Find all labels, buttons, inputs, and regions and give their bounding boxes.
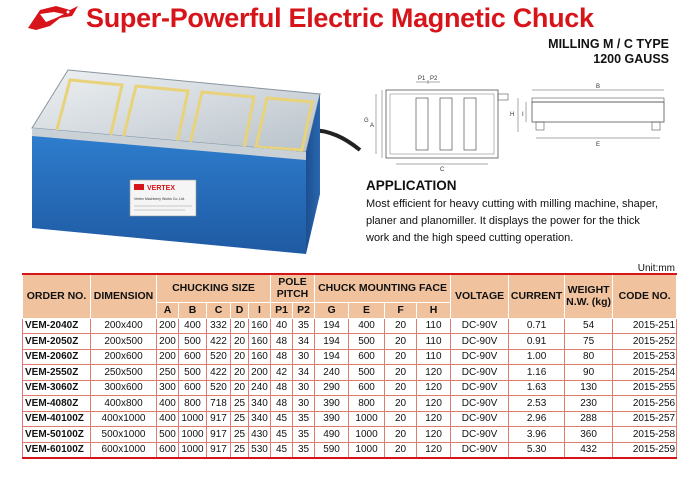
table-row <box>23 349 677 365</box>
header-chucking-size: CHUCKING SIZE <box>157 274 271 302</box>
table-cell: 290 <box>315 380 349 396</box>
table-cell: 194 <box>315 318 349 334</box>
table-cell: 520 <box>207 380 231 396</box>
table-cell: 20 <box>231 318 249 334</box>
table-cell: 20 <box>385 365 417 381</box>
table-cell: 30 <box>293 380 315 396</box>
table-cell: 130 <box>565 380 613 396</box>
table-cell: DC-90V <box>451 411 509 427</box>
application-text: Most efficient for heavy cutting with milling machine, shaper, planer and planomiller. It displays the power for the thick work and the high speed cutting operation. <box>366 198 659 244</box>
table-cell: 530 <box>249 442 271 458</box>
table-cell: 45 <box>271 427 293 443</box>
order-number-cell: VEM-50100Z <box>23 427 91 443</box>
order-number-cell: VEM-2050Z <box>23 334 91 350</box>
header-current: CURRENT <box>509 274 565 318</box>
table-cell: 600x1000 <box>91 442 157 458</box>
code-number-cell: 2015-259 <box>613 442 677 458</box>
subheader-f: F <box>385 302 417 318</box>
table-cell: 75 <box>565 334 613 350</box>
table-cell: 400 <box>157 411 179 427</box>
table-cell: 35 <box>293 442 315 458</box>
table-cell: 1000 <box>179 411 207 427</box>
dim-label-a: A <box>370 123 375 129</box>
subheader-a: A <box>157 302 179 318</box>
table-cell: 1000 <box>179 442 207 458</box>
dim-label-b: B <box>596 84 601 90</box>
type-label: MILLING M / C TYPE <box>548 37 669 51</box>
table-cell: 48 <box>271 396 293 412</box>
table-row <box>23 411 677 427</box>
table-cell: 500 <box>349 334 385 350</box>
spec-table-body <box>23 318 677 458</box>
table-cell: 200 <box>157 318 179 334</box>
table-cell: DC-90V <box>451 318 509 334</box>
header-pole-pitch: POLE PITCH <box>271 274 315 302</box>
table-cell: 160 <box>249 318 271 334</box>
header-mounting-face: CHUCK MOUNTING FACE <box>315 274 451 302</box>
code-number-cell: 2015-255 <box>613 380 677 396</box>
table-cell: 500 <box>157 427 179 443</box>
table-cell: 120 <box>417 396 451 412</box>
table-row <box>23 334 677 350</box>
header-dimension: DIMENSION <box>91 274 157 318</box>
table-cell: 25 <box>231 427 249 443</box>
table-cell: 20 <box>385 380 417 396</box>
table-cell: 230 <box>565 396 613 412</box>
table-cell: 590 <box>315 442 349 458</box>
table-cell: 500 <box>179 334 207 350</box>
table-cell: DC-90V <box>451 442 509 458</box>
table-cell: 200 <box>157 334 179 350</box>
table-cell: 300 <box>157 380 179 396</box>
table-row <box>23 442 677 458</box>
table-cell: DC-90V <box>451 349 509 365</box>
table-cell: 422 <box>207 365 231 381</box>
table-cell: 40 <box>271 318 293 334</box>
table-cell: 120 <box>417 442 451 458</box>
subheader-i: I <box>249 302 271 318</box>
table-cell: 120 <box>417 411 451 427</box>
table-row <box>23 365 677 381</box>
table-cell: DC-90V <box>451 396 509 412</box>
table-cell: 194 <box>315 349 349 365</box>
table-cell: 3.96 <box>509 427 565 443</box>
table-cell: 1000 <box>349 427 385 443</box>
table-cell: 400x800 <box>91 396 157 412</box>
order-number-cell: VEM-2550Z <box>23 365 91 381</box>
table-cell: 20 <box>385 334 417 350</box>
table-row <box>23 318 677 334</box>
table-cell: 400x1000 <box>91 411 157 427</box>
table-cell: 54 <box>565 318 613 334</box>
dim-label-i: I <box>522 112 524 118</box>
table-cell: 400 <box>349 318 385 334</box>
table-cell: 20 <box>231 334 249 350</box>
table-row <box>23 396 677 412</box>
table-cell: 48 <box>271 349 293 365</box>
application-title: APPLICATION <box>366 178 457 193</box>
table-cell: 1.63 <box>509 380 565 396</box>
table-cell: 20 <box>385 442 417 458</box>
subheader-d: D <box>231 302 249 318</box>
code-number-cell: 2015-254 <box>613 365 677 381</box>
table-cell: 432 <box>565 442 613 458</box>
subheader-e: E <box>349 302 385 318</box>
table-cell: 0.91 <box>509 334 565 350</box>
table-cell: 5.30 <box>509 442 565 458</box>
table-cell: 500 <box>179 365 207 381</box>
table-cell: 288 <box>565 411 613 427</box>
table-cell: 80 <box>565 349 613 365</box>
order-number-cell: VEM-40100Z <box>23 411 91 427</box>
table-cell: 300x600 <box>91 380 157 396</box>
header-weight: WEIGHT N.W. (kg) <box>565 274 613 318</box>
subheader-c: C <box>207 302 231 318</box>
table-cell: DC-90V <box>451 365 509 381</box>
dim-label-c: C <box>440 167 445 172</box>
table-cell: 1000 <box>349 442 385 458</box>
header-code-no: CODE NO. <box>613 274 677 318</box>
dim-label-p2: P2 <box>430 76 438 82</box>
table-cell: 20 <box>231 365 249 381</box>
table-cell: 20 <box>231 349 249 365</box>
spec-table <box>22 273 677 459</box>
table-cell: 200x500 <box>91 334 157 350</box>
order-number-cell: VEM-60100Z <box>23 442 91 458</box>
magnetic-chuck-image <box>20 58 370 268</box>
table-cell: 240 <box>315 365 349 381</box>
subheader-p2: P2 <box>293 302 315 318</box>
table-cell: DC-90V <box>451 380 509 396</box>
table-cell: 35 <box>293 318 315 334</box>
table-cell: 200 <box>249 365 271 381</box>
eagle-logo-icon <box>26 4 80 34</box>
dimension-diagram <box>356 72 676 172</box>
table-cell: 30 <box>293 349 315 365</box>
table-cell: 110 <box>417 318 451 334</box>
table-cell: 110 <box>417 349 451 365</box>
table-cell: 600 <box>179 349 207 365</box>
code-number-cell: 2015-251 <box>613 318 677 334</box>
table-cell: 25 <box>231 442 249 458</box>
table-cell: 500 <box>349 365 385 381</box>
table-cell: 20 <box>231 380 249 396</box>
table-cell: 2.96 <box>509 411 565 427</box>
table-cell: 490 <box>315 427 349 443</box>
code-number-cell: 2015-252 <box>613 334 677 350</box>
table-cell: 20 <box>385 411 417 427</box>
dim-label-e: E <box>596 142 601 148</box>
code-number-cell: 2015-253 <box>613 349 677 365</box>
table-cell: 600 <box>157 442 179 458</box>
table-cell: 20 <box>385 427 417 443</box>
table-cell: 430 <box>249 427 271 443</box>
table-cell: 390 <box>315 411 349 427</box>
table-cell: 30 <box>293 396 315 412</box>
page-title: Super-Powerful Electric Magnetic Chuck <box>86 3 594 33</box>
subheader-p1: P1 <box>271 302 293 318</box>
table-cell: 42 <box>271 365 293 381</box>
table-cell: 360 <box>565 427 613 443</box>
unit-label: Unit:mm <box>637 263 675 274</box>
table-cell: 240 <box>249 380 271 396</box>
table-cell: 34 <box>293 334 315 350</box>
table-cell: 1000 <box>179 427 207 443</box>
dim-label-p1: P1 <box>418 76 426 82</box>
order-number-cell: VEM-3060Z <box>23 380 91 396</box>
order-number-cell: VEM-4080Z <box>23 396 91 412</box>
table-cell: 600 <box>349 349 385 365</box>
table-cell: 45 <box>271 411 293 427</box>
table-cell: 120 <box>417 365 451 381</box>
table-cell: 917 <box>207 442 231 458</box>
table-cell: 390 <box>315 396 349 412</box>
table-cell: 20 <box>385 396 417 412</box>
table-cell: 120 <box>417 380 451 396</box>
table-cell: 0.71 <box>509 318 565 334</box>
table-cell: 600 <box>349 380 385 396</box>
brand-label: VERTEX <box>147 185 176 192</box>
table-cell: 400 <box>179 318 207 334</box>
table-cell: 20 <box>385 349 417 365</box>
table-cell: 340 <box>249 396 271 412</box>
gauss-label: 1200 GAUSS <box>593 52 669 66</box>
order-number-cell: VEM-2060Z <box>23 349 91 365</box>
code-number-cell: 2015-257 <box>613 411 677 427</box>
header-voltage: VOLTAGE <box>451 274 509 318</box>
table-cell: 90 <box>565 365 613 381</box>
table-cell: DC-90V <box>451 427 509 443</box>
table-cell: 200x600 <box>91 349 157 365</box>
table-cell: 400 <box>157 396 179 412</box>
table-row <box>23 380 677 396</box>
table-cell: 48 <box>271 334 293 350</box>
code-number-cell: 2015-258 <box>613 427 677 443</box>
table-cell: 25 <box>231 411 249 427</box>
table-cell: 250 <box>157 365 179 381</box>
dim-label-g: G <box>364 118 369 124</box>
table-cell: 1.00 <box>509 349 565 365</box>
table-cell: 340 <box>249 411 271 427</box>
header-order-no: ORDER NO. <box>23 274 91 318</box>
table-cell: 110 <box>417 334 451 350</box>
table-cell: 332 <box>207 318 231 334</box>
table-cell: DC-90V <box>451 334 509 350</box>
table-cell: 2.53 <box>509 396 565 412</box>
table-row <box>23 427 677 443</box>
order-number-cell: VEM-2040Z <box>23 318 91 334</box>
table-cell: 500x1000 <box>91 427 157 443</box>
table-cell: 34 <box>293 365 315 381</box>
table-cell: 194 <box>315 334 349 350</box>
table-cell: 520 <box>207 349 231 365</box>
table-cell: 600 <box>179 380 207 396</box>
table-cell: 1.16 <box>509 365 565 381</box>
maker-label: Vertex Machinery Works Co.,Ltd. <box>134 197 186 201</box>
table-cell: 917 <box>207 411 231 427</box>
table-cell: 45 <box>271 442 293 458</box>
table-cell: 200 <box>157 349 179 365</box>
table-cell: 20 <box>385 318 417 334</box>
table-cell: 422 <box>207 334 231 350</box>
table-cell: 917 <box>207 427 231 443</box>
table-cell: 35 <box>293 427 315 443</box>
table-cell: 35 <box>293 411 315 427</box>
code-number-cell: 2015-256 <box>613 396 677 412</box>
table-cell: 1000 <box>349 411 385 427</box>
subheader-h: H <box>417 302 451 318</box>
subheader-b: B <box>179 302 207 318</box>
table-cell: 718 <box>207 396 231 412</box>
table-cell: 800 <box>179 396 207 412</box>
table-cell: 48 <box>271 380 293 396</box>
table-cell: 160 <box>249 349 271 365</box>
table-cell: 25 <box>231 396 249 412</box>
subheader-g: G <box>315 302 349 318</box>
table-cell: 800 <box>349 396 385 412</box>
table-cell: 250x500 <box>91 365 157 381</box>
table-cell: 120 <box>417 427 451 443</box>
table-cell: 160 <box>249 334 271 350</box>
table-cell: 200x400 <box>91 318 157 334</box>
dim-label-h: H <box>510 112 515 118</box>
